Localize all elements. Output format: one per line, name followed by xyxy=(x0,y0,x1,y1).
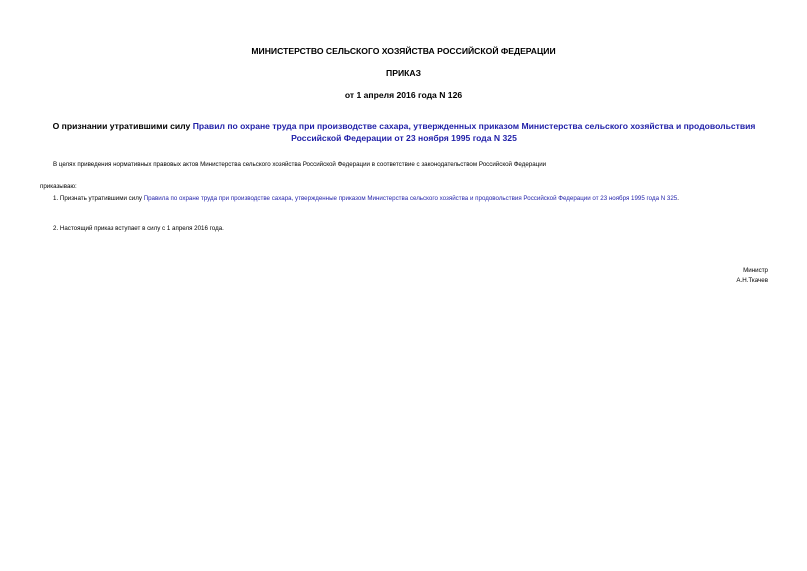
order-item-2: 2. Настоящий приказ вступает в силу с 1 апреля 2016 года. xyxy=(53,225,224,232)
document-subject xyxy=(30,120,778,144)
order-item-1-prefix: 1. Признать утратившими силу xyxy=(53,195,144,202)
subject-prefix: О признании утратившими силу xyxy=(52,121,193,131)
order-item-1-link[interactable]: Правила по охране труда при производстве сахара, утвержденные приказом Министерства сельского хозяйства и продовольствия Российской Федерации от 23 ноября 1995 года N 325 xyxy=(143,195,678,202)
signature-name: А.Н.Ткачев xyxy=(736,277,768,284)
order-word: приказываю: xyxy=(40,183,77,190)
document-date-number: от 1 апреля 2016 года N 126 xyxy=(344,90,463,100)
subject-link[interactable]: Правил по охране труда при производстве сахара, утвержденных приказом Министерства сельского хозяйства и продовольствия Российской Федерации от 23 ноября 1995 года N 325 xyxy=(192,121,756,143)
signature-title: Министр xyxy=(743,267,768,274)
ministry-heading: МИНИСТЕРСТВО СЕЛЬСКОГО ХОЗЯЙСТВА РОССИЙСКОЙ ФЕДЕРАЦИИ xyxy=(251,46,556,56)
preamble-paragraph: В целях приведения нормативных правовых актов Министерства сельского хозяйства Российской Федерации в соответствие с законодательством Российской Федерации xyxy=(53,161,547,168)
order-item-1 xyxy=(40,193,775,204)
document-type-heading: ПРИКАЗ xyxy=(386,68,421,78)
order-item-1-suffix: . xyxy=(677,195,679,202)
